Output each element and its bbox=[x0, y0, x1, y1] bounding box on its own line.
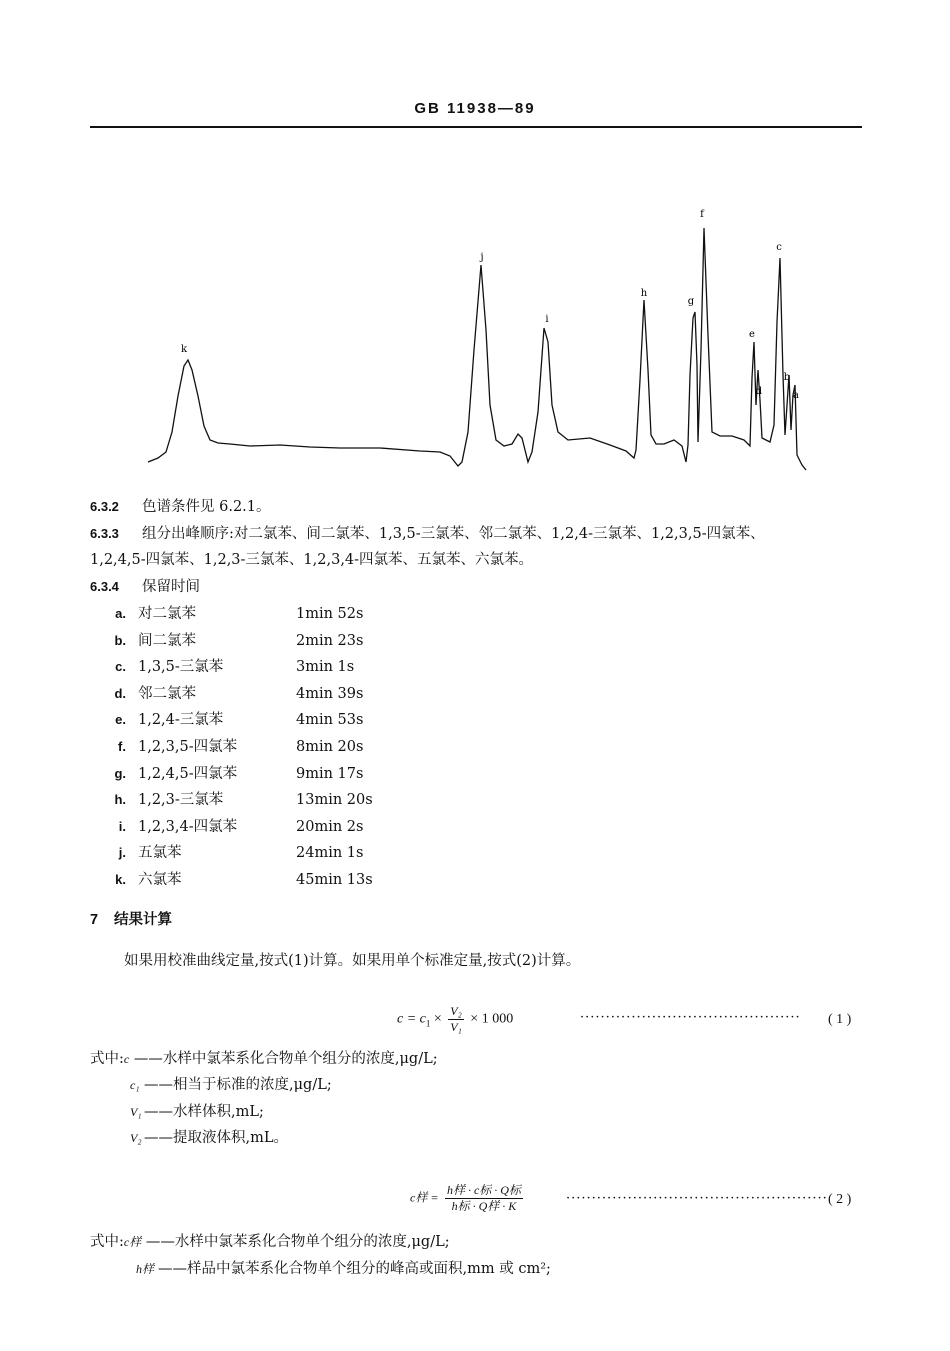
formula-2-leader: ··················································· bbox=[566, 1191, 828, 1206]
definition-row: 式中:c样 ——水样中氯苯系化合物单个组分的浓度,μg/L; bbox=[90, 1234, 450, 1250]
retention-row: h. 1,2,3-三氯苯 13min 20s bbox=[114, 792, 373, 809]
definition-row: V₂ ——提取液体积,mL。 bbox=[130, 1130, 288, 1146]
formula-2: c样 = $\frac{\text{h样 · c标 · Q标}}{\text{h标 · Q样 · K}}$ bbox=[410, 1183, 521, 1213]
peak-label-d: d bbox=[755, 386, 763, 397]
chromatogram bbox=[140, 200, 820, 490]
retention-row: k. 六氯苯 45min 13s bbox=[115, 871, 373, 888]
definition-row: c₁ ——相当于标准的浓度,μg/L; bbox=[130, 1077, 332, 1093]
retention-row: c. 1,3,5-三氯苯 3min 1s bbox=[115, 659, 355, 676]
section-7-intro: 如果用校准曲线定量,按式(1)计算。如果用单个标准定量,按式(2)计算。 bbox=[124, 953, 581, 969]
section-text-line2: 1,2,4,5-四氯苯、1,2,3-三氯苯、1,2,3,4-四氯苯、五氯苯、六氯苯。 bbox=[90, 552, 534, 568]
section-text-line1: 组分出峰顺序:对二氯苯、间二氯苯、1,3,5-三氯苯、邻二氯苯、1,2,4-三氯苯、1,2,3,5-四氯苯、 bbox=[142, 526, 765, 542]
retention-row: d. 邻二氯苯 4min 39s bbox=[114, 685, 364, 702]
section-number: 6.3.4 bbox=[90, 579, 119, 594]
section-6-3-2 bbox=[90, 494, 271, 520]
section-number: 6.3.3 bbox=[90, 526, 119, 541]
peak-label-f: f bbox=[700, 209, 704, 220]
retention-row: i. 1,2,3,4-四氯苯 20min 2s bbox=[118, 818, 364, 835]
definition-row: 式中:c ——水样中氯苯系化合物单个组分的浓度,μg/L; bbox=[90, 1051, 438, 1067]
section-6-3-4 bbox=[90, 574, 200, 600]
retention-row: b. 间二氯苯 2min 23s bbox=[114, 632, 364, 649]
chromatogram-trace bbox=[148, 228, 806, 470]
definition-row: h样 ——样品中氯苯系化合物单个组分的峰高或面积,mm 或 cm²; bbox=[136, 1261, 551, 1277]
section-6-3-3 bbox=[90, 521, 765, 547]
peak-label-h: h bbox=[640, 288, 648, 299]
section-title: 结果计算 bbox=[114, 912, 172, 928]
section-text: 色谱条件见 6.2.1。 bbox=[142, 499, 271, 515]
definition-row: V₁ ——水样体积,mL; bbox=[130, 1104, 264, 1120]
section-text: 保留时间 bbox=[142, 579, 200, 595]
retention-row: j. 五氯苯 24min 1s bbox=[118, 845, 364, 862]
formula-1-leader: ··········································· bbox=[580, 1010, 801, 1025]
document-header: GB 11938—89 bbox=[414, 100, 536, 117]
peak-label-k: k bbox=[180, 344, 188, 355]
peak-label-e: e bbox=[749, 329, 755, 340]
peak-label-j: j bbox=[480, 252, 484, 263]
section-number: 6.3.2 bbox=[90, 499, 119, 514]
section-6-3-3-continued bbox=[90, 547, 533, 573]
retention-time-list bbox=[100, 601, 373, 894]
formula-2-fraction: $\frac{\text{h样 · c标 · Q标}}{\text{h标 · Q样 · K}}$ bbox=[446, 1183, 521, 1213]
formula-1-number: ( 1 ) bbox=[828, 1012, 852, 1027]
peak-label-g: g bbox=[687, 296, 695, 307]
retention-row: f. 1,2,3,5-四氯苯 8min 20s bbox=[118, 738, 364, 755]
formula-1-fraction: $\frac{\text{V₂}}{\text{V₁}}$ bbox=[450, 1004, 462, 1034]
peak-label-c: c bbox=[776, 242, 782, 253]
peak-label-b: b bbox=[783, 372, 791, 383]
retention-row: g. 1,2,4,5-四氯苯 9min 17s bbox=[114, 765, 364, 782]
peak-label-i: i bbox=[545, 314, 549, 325]
formula-2-number: ( 2 ) bbox=[828, 1192, 852, 1207]
retention-row: a. 对二氯苯 1min 52s bbox=[115, 606, 364, 622]
peak-label-a: a bbox=[793, 390, 799, 401]
section-7-heading bbox=[90, 907, 172, 933]
section-number: 7 bbox=[90, 912, 99, 928]
header-rule bbox=[90, 126, 862, 128]
formula-1: $c = c_1$ × $\frac{\text{V₂}}{\text{V₁}}$ × 1 000 bbox=[397, 1004, 514, 1034]
retention-row: e. 1,2,4-三氯苯 4min 53s bbox=[115, 712, 364, 729]
